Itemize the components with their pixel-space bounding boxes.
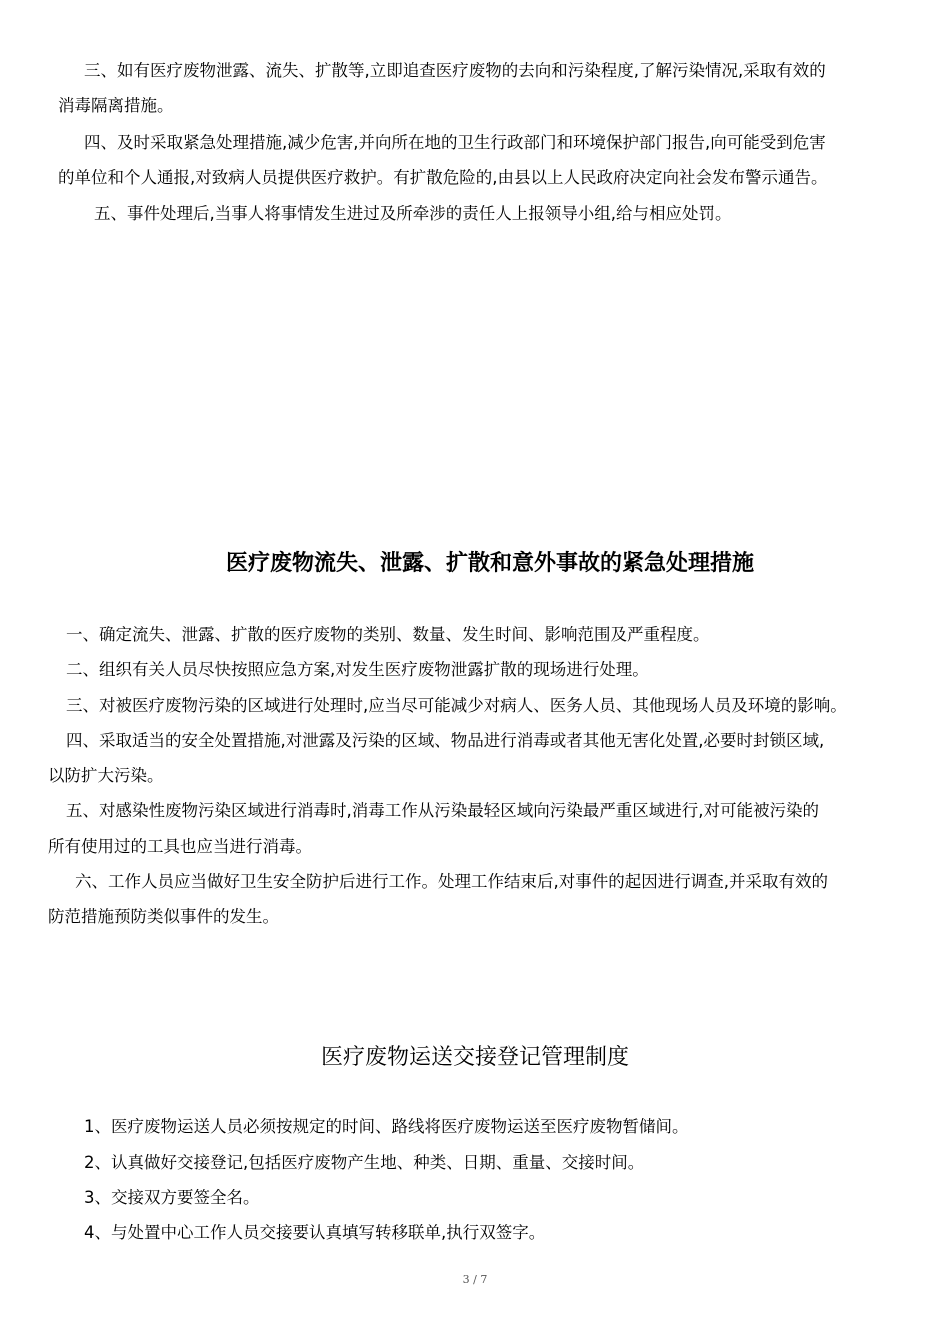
paragraph-line: 四、及时采取紧急处理措施,减少危害,并向所在地的卫生行政部门和环境保护部门报告,向可能受到危害	[84, 133, 826, 152]
paragraph-line: 所有使用过的工具也应当进行消毒。	[48, 837, 312, 856]
section-title: 医疗废物运送交接登记管理制度	[320, 1045, 629, 1070]
section-title: 医疗废物流失、泄露、扩散和意外事故的紧急处理措施	[225, 551, 754, 576]
paragraph-line: 的单位和个人通报,对致病人员提供医疗救护。有扩散危险的,由县以上人民政府决定向社会发布警示通告。	[58, 168, 828, 187]
paragraph-line: 三、对被医疗废物污染的区域进行处理时,应当尽可能减少对病人、医务人员、其他现场人员及环境的影响。	[66, 696, 847, 715]
paragraph-line: 五、事件处理后,当事人将事情发生进过及所牵涉的责任人上报领导小组,给与相应处罚。	[94, 204, 732, 223]
list-item: 1、医疗废物运送人员必须按规定的时间、路线将医疗废物运送至医疗废物暂储间。	[84, 1117, 689, 1136]
paragraph-line: 防范措施预防类似事件的发生。	[48, 907, 279, 926]
paragraph-line: 二、组织有关人员尽快按照应急方案,对发生医疗废物泄露扩散的现场进行处理。	[66, 660, 649, 679]
paragraph-line: 以防扩大污染。	[48, 766, 164, 785]
paragraph-line: 消毒隔离措施。	[58, 96, 174, 115]
list-item: 4、与处置中心工作人员交接要认真填写转移联单,执行双签字。	[84, 1223, 546, 1242]
paragraph-line: 六、工作人员应当做好卫生安全防护后进行工作。处理工作结束后,对事件的起因进行调查,并采取有效的	[75, 872, 828, 891]
list-item: 3、交接双方要签全名。	[84, 1188, 260, 1207]
list-item: 2、认真做好交接登记,包括医疗废物产生地、种类、日期、重量、交接时间。	[84, 1153, 645, 1172]
page-number: 3 / 7	[462, 1273, 488, 1286]
paragraph-line: 五、对感染性废物污染区域进行消毒时,消毒工作从污染最轻区域向污染最严重区域进行,对可能被污染的	[66, 801, 819, 820]
paragraph-line: 一、确定流失、泄露、扩散的医疗废物的类别、数量、发生时间、影响范围及严重程度。	[66, 625, 710, 644]
paragraph-line: 三、如有医疗废物泄露、流失、扩散等,立即追查医疗废物的去向和污染程度,了解污染情况,采取有效的	[84, 61, 826, 80]
paragraph-line: 四、采取适当的安全处置措施,对泄露及污染的区域、物品进行消毒或者其他无害化处置,必要时封锁区域,	[66, 731, 825, 750]
